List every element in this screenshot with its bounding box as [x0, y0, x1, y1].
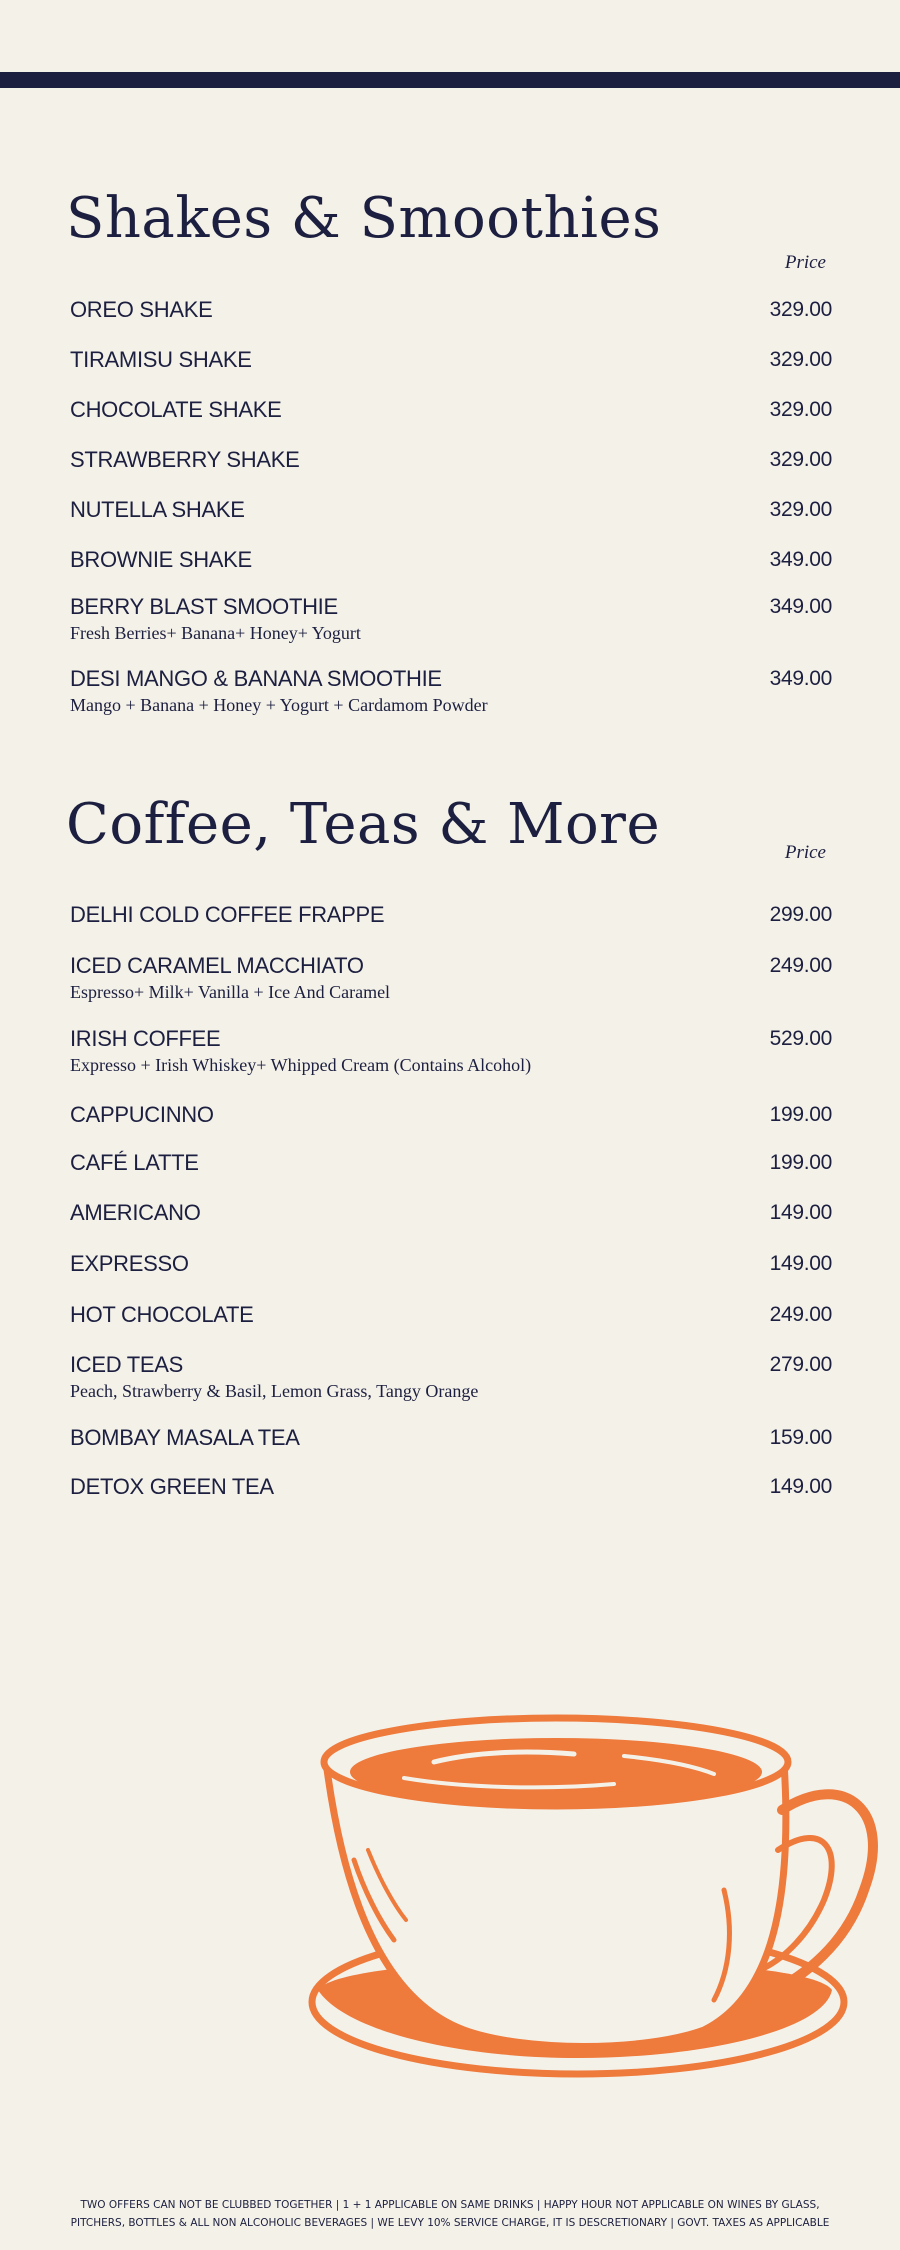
menu-item: [70, 1352, 832, 1402]
menu-item-name: TIRAMISU SHAKE: [70, 347, 252, 372]
menu-item-price: 299.00: [769, 903, 832, 926]
price-column-header: Price: [784, 842, 826, 863]
menu-item: [70, 447, 832, 473]
menu-item-name: OREO SHAKE: [70, 297, 213, 322]
menu-item: [70, 1474, 832, 1500]
menu-item-price: 249.00: [769, 1303, 832, 1326]
menu-item: [70, 953, 832, 1003]
menu-item-price: 329.00: [769, 448, 832, 471]
menu-item-price: 329.00: [769, 348, 832, 371]
footer-line: PITCHERS, BOTTLES & ALL NON ALCOHOLIC BEVERAGES | WE LEVY 10% SERVICE CHARGE, IT IS DESCRETIONARY | GOVT. TAXES AS APPLICABLE: [70, 2217, 830, 2229]
menu-item: [70, 1425, 832, 1451]
menu-item-name: ICED CARAMEL MACCHIATO: [70, 953, 364, 978]
menu-item: [70, 497, 832, 523]
section-title-shakes: Shakes & Smoothies: [66, 186, 662, 251]
footer-line: TWO OFFERS CAN NOT BE CLUBBED TOGETHER | 1 + 1 APPLICABLE ON SAME DRINKS | HAPPY HOUR NOT APPLICABLE ON WINES BY GLASS,: [80, 2199, 820, 2211]
section-title-coffee: Coffee, Teas & More: [66, 792, 661, 857]
menu-item-name: DESI MANGO & BANANA SMOOTHIE: [70, 666, 442, 691]
menu-item: [70, 1302, 832, 1328]
menu-item-name: STRAWBERRY SHAKE: [70, 447, 300, 472]
menu-item: [70, 1251, 832, 1277]
menu-item: [70, 1026, 832, 1076]
menu-item-name: CAFÉ LATTE: [70, 1150, 199, 1175]
menu-item-price: 329.00: [769, 298, 832, 321]
menu-item-name: BOMBAY MASALA TEA: [70, 1425, 300, 1450]
menu-item-price: 149.00: [769, 1475, 832, 1498]
menu-item-name: BROWNIE SHAKE: [70, 547, 252, 572]
menu-item-name: DELHI COLD COFFEE FRAPPE: [70, 902, 385, 927]
menu-item-price: 199.00: [769, 1151, 832, 1174]
menu-item-price: 279.00: [769, 1353, 832, 1376]
menu-item-name: CAPPUCINNO: [70, 1102, 214, 1127]
menu-item: [70, 1200, 832, 1226]
menu-item: [70, 347, 832, 373]
menu-item-description: Peach, Strawberry & Basil, Lemon Grass, Tangy Orange: [70, 1381, 479, 1401]
menu-item: [70, 397, 832, 423]
menu-item-price: 249.00: [769, 954, 832, 977]
menu-item-description: Fresh Berries+ Banana+ Honey+ Yogurt: [70, 623, 361, 643]
menu-item-price: 349.00: [769, 667, 832, 690]
menu-item: [70, 594, 832, 644]
menu-item-price: 349.00: [769, 595, 832, 618]
menu-item: [70, 902, 832, 928]
menu-item-price: 529.00: [769, 1027, 832, 1050]
menu-item-name: BERRY BLAST SMOOTHIE: [70, 594, 338, 619]
menu-item: [70, 1102, 832, 1128]
menu-item-name: AMERICANO: [70, 1200, 201, 1225]
menu-item-price: 329.00: [769, 398, 832, 421]
menu-item-description: Mango + Banana + Honey + Yogurt + Cardamom Powder: [70, 695, 488, 715]
menu-item-price: 329.00: [769, 498, 832, 521]
menu-item-name: CHOCOLATE SHAKE: [70, 397, 282, 422]
menu-item-name: DETOX GREEN TEA: [70, 1474, 274, 1499]
menu-item-name: HOT CHOCOLATE: [70, 1302, 254, 1327]
coffee-cup-icon: [284, 1700, 884, 2120]
menu-item-description: Expresso + Irish Whiskey+ Whipped Cream (Contains Alcohol): [70, 1055, 532, 1075]
menu-item: [70, 1150, 832, 1176]
menu-item-price: 149.00: [769, 1252, 832, 1275]
footer-terms: [0, 2196, 900, 2232]
menu-item-name: IRISH COFFEE: [70, 1026, 221, 1051]
menu-item-price: 349.00: [769, 548, 832, 571]
price-column-header: Price: [784, 252, 826, 273]
menu-item: [70, 297, 832, 323]
menu-item-description: Espresso+ Milk+ Vanilla + Ice And Caramel: [70, 982, 391, 1002]
menu-item-price: 199.00: [769, 1103, 832, 1126]
menu-item: [70, 547, 832, 573]
menu-item-name: ICED TEAS: [70, 1352, 184, 1377]
menu-item-price: 159.00: [769, 1426, 832, 1449]
menu-item-name: NUTELLA SHAKE: [70, 497, 245, 522]
menu-item-name: EXPRESSO: [70, 1251, 189, 1276]
top-banner-bar: [0, 72, 900, 88]
menu-item: [70, 666, 832, 716]
menu-item-price: 149.00: [769, 1201, 832, 1224]
